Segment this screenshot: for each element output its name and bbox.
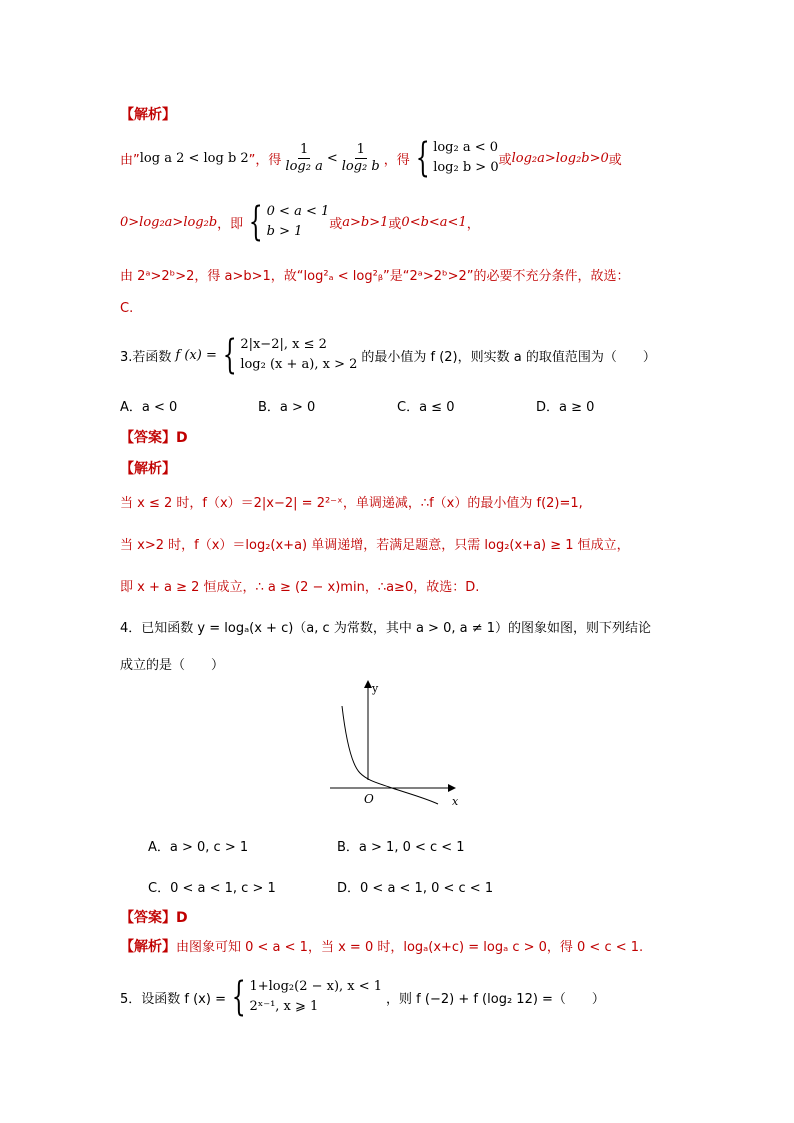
analysis-label: 【解析】 — [120, 107, 176, 123]
piecewise-function: { 1+log₂(2 − x), x < 1 2ˣ⁻¹, x ⩾ 1 — [231, 974, 383, 1020]
option-a[interactable]: A．a < 0 — [120, 400, 178, 415]
answer-choice: C. — [120, 301, 134, 316]
analysis-label: 【解析】 — [120, 461, 176, 477]
analysis-label: 【解析】 — [120, 939, 176, 955]
x-axis-label: x — [452, 795, 459, 808]
piecewise-function: { 2|x−2|, x ≤ 2 log₂ (x + a), x > 2 — [222, 332, 358, 378]
math-inequality: 0<b<a<1 — [401, 214, 467, 230]
origin-label: O — [364, 792, 374, 806]
answer-label: 【答案】D — [120, 430, 188, 446]
function-name: f (x) = — [175, 347, 217, 363]
question-text: 5．设函数 f (x) = — [120, 991, 226, 1007]
option-c[interactable]: C．0 < a < 1, c > 1 — [148, 881, 276, 896]
equation-system: { 0 < a < 1 b > 1 — [248, 199, 330, 245]
answer-label: 【答案】D — [120, 910, 188, 926]
solution-line-2 — [120, 200, 480, 244]
math-op: < — [326, 150, 338, 166]
text-fragment: 或 — [329, 216, 343, 232]
q3-solution-line-1: 当 x ≤ 2 时，f（x）＝2|x−2| = 2²⁻ˣ，单调递减，∴f（x）的最小值为 f(2)=1, — [120, 496, 583, 511]
y-axis-arrow — [364, 680, 372, 688]
solution-line-3: 由 2ᵃ>2ᵇ>2，得 a>b>1，故“log²ₐ < log²ᵦ”是“2ᵃ>2ᵇ>2”的必要不充分条件，故选： — [120, 269, 630, 284]
function-graph — [320, 670, 470, 820]
option-c[interactable]: C．a ≤ 0 — [397, 400, 455, 415]
text-fragment: 或 — [498, 152, 512, 168]
equation-system: { log₂ a < 0 log₂ b > 0 — [415, 135, 499, 181]
fraction: $\frac{1}{\text{log₂ a}}$ — [285, 141, 323, 174]
text-fragment: 或 — [608, 152, 622, 168]
question-text: ，则 f (−2) + f (log₂ 12) =（ ） — [386, 991, 605, 1007]
question-4-text: 4．已知函数 y = logₐ(x + c)（a, c 为常数，其中 a > 0, a ≠ 1）的图象如图，则下列结论 — [120, 621, 652, 636]
math-inequality: log₂a>log₂b>0 — [511, 150, 609, 166]
q3-solution-line-3: 即 x + a ≥ 2 恒成立，∴ a ≥ (2 − x)min，∴a≥0，故选：D. — [120, 580, 480, 595]
question-text: 的最小值为 f (2)，则实数 a 的取值范围为（ ） — [361, 349, 656, 365]
x-axis-arrow — [448, 784, 456, 792]
option-d[interactable]: D．0 < a < 1, 0 < c < 1 — [337, 881, 494, 896]
text-fragment: 或 — [388, 216, 402, 232]
math-inequality: a>b>1 — [342, 214, 389, 230]
math-condition: log a 2 < log b 2 — [139, 150, 249, 166]
text-fragment: ”，得 — [248, 152, 282, 168]
question-4-text-cont: 成立的是（ ） — [120, 658, 225, 673]
solution-line-1 — [120, 136, 622, 180]
q3-solution-line-2: 当 x>2 时，f（x）＝log₂(x+a) 单调递增，若满足题意，只需 log₂(x+a) ≥ 1 恒成立， — [120, 538, 630, 553]
option-b[interactable]: B．a > 1, 0 < c < 1 — [337, 840, 465, 855]
analysis-text: 由图象可知 0 < a < 1，当 x = 0 时，logₐ(x+c) = logₐ c > 0，得 0 < c < 1. — [176, 940, 644, 955]
text-fragment: ， — [466, 216, 480, 232]
y-axis-label: y — [372, 682, 379, 695]
question-3 — [120, 333, 656, 377]
option-a[interactable]: A．a > 0, c > 1 — [148, 840, 249, 855]
question-5 — [120, 975, 605, 1019]
option-b[interactable]: B．a > 0 — [258, 400, 316, 415]
text-fragment: ，即 — [217, 216, 244, 232]
log-curve — [342, 706, 438, 804]
option-d[interactable]: D．a ≥ 0 — [536, 400, 595, 415]
fraction: $\frac{1}{\text{log₂ b}}$ — [341, 141, 380, 174]
question-number: 3.若函数 — [120, 349, 172, 365]
text-fragment: 由” — [120, 152, 140, 168]
text-fragment: ，得 — [383, 152, 410, 168]
q4-analysis-line — [120, 936, 643, 956]
math-inequality: 0>log₂a>log₂b — [120, 214, 218, 230]
